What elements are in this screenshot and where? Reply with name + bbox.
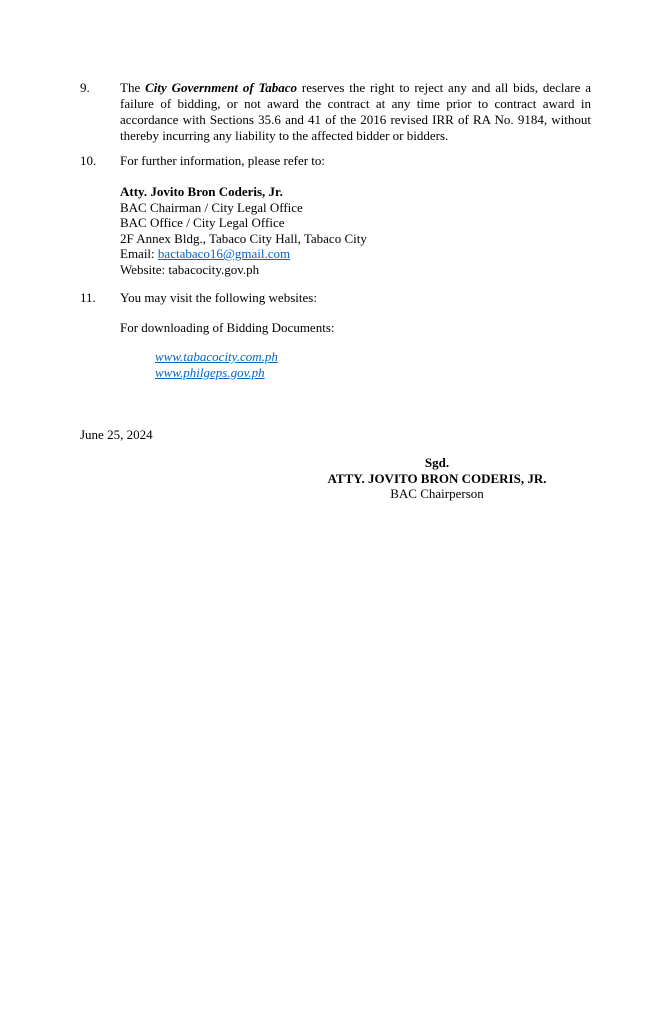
download-link-row (155, 349, 591, 365)
download-link-row (155, 365, 591, 381)
item-11-text: You may visit the following websites: (120, 290, 317, 305)
signature-sgd: Sgd. (424, 455, 450, 470)
item-9-text-prefix: The (120, 80, 146, 95)
email-label: Email: (120, 246, 158, 261)
document-content (80, 80, 591, 502)
downloads-heading: For downloading of Bidding Documents: (120, 320, 335, 335)
item-10-text: For further information, please refer to: (120, 153, 326, 168)
contact-office-2: BAC Office / City Legal Office (120, 215, 285, 230)
list-item-10 (80, 153, 591, 169)
list-item-11 (80, 290, 591, 306)
tabacocity-link[interactable]: www.tabacocity.com.ph (155, 349, 278, 364)
item-9-number: 9. (80, 80, 90, 95)
item-9-text-suffix: reserves the right to reject any and all bids, declare a failure of bidding, or not award the contract at any time prior to contract award in accordance with Sections 35.6 and 41 of the 2016 revised IRR of RA No. 9184, without thereby incurring any liability to the affected bidder or bidders. (120, 80, 591, 143)
item-9-entity-name: City Government of Tabaco (145, 80, 298, 95)
signatory-title: BAC Chairperson (390, 486, 484, 501)
signatory-name: ATTY. JOVITO BRON CODERIS, JR. (327, 470, 547, 486)
contact-block (120, 184, 591, 277)
downloads-links (155, 349, 591, 380)
contact-email-line (120, 246, 591, 262)
signature-block (287, 455, 587, 502)
contact-website-line (120, 262, 591, 278)
contact-office-1: BAC Chairman / City Legal Office (120, 199, 303, 215)
contact-address: 2F Annex Bldg., Tabaco City Hall, Tabaco City (120, 230, 367, 246)
item-9-paragraph (120, 80, 591, 144)
website-value: tabacocity.gov.ph (168, 261, 260, 277)
philgeps-link[interactable]: www.philgeps.gov.ph (155, 364, 265, 380)
document-date: June 25, 2024 (80, 427, 153, 442)
list-item-9 (80, 80, 591, 144)
item-10-number: 10. (80, 153, 97, 168)
email-link[interactable]: bactabaco16@gmail.com (157, 246, 291, 261)
item-11-number: 11. (80, 290, 96, 305)
contact-name: Atty. Jovito Bron Coderis, Jr. (120, 184, 283, 199)
website-label: Website: (120, 261, 169, 277)
